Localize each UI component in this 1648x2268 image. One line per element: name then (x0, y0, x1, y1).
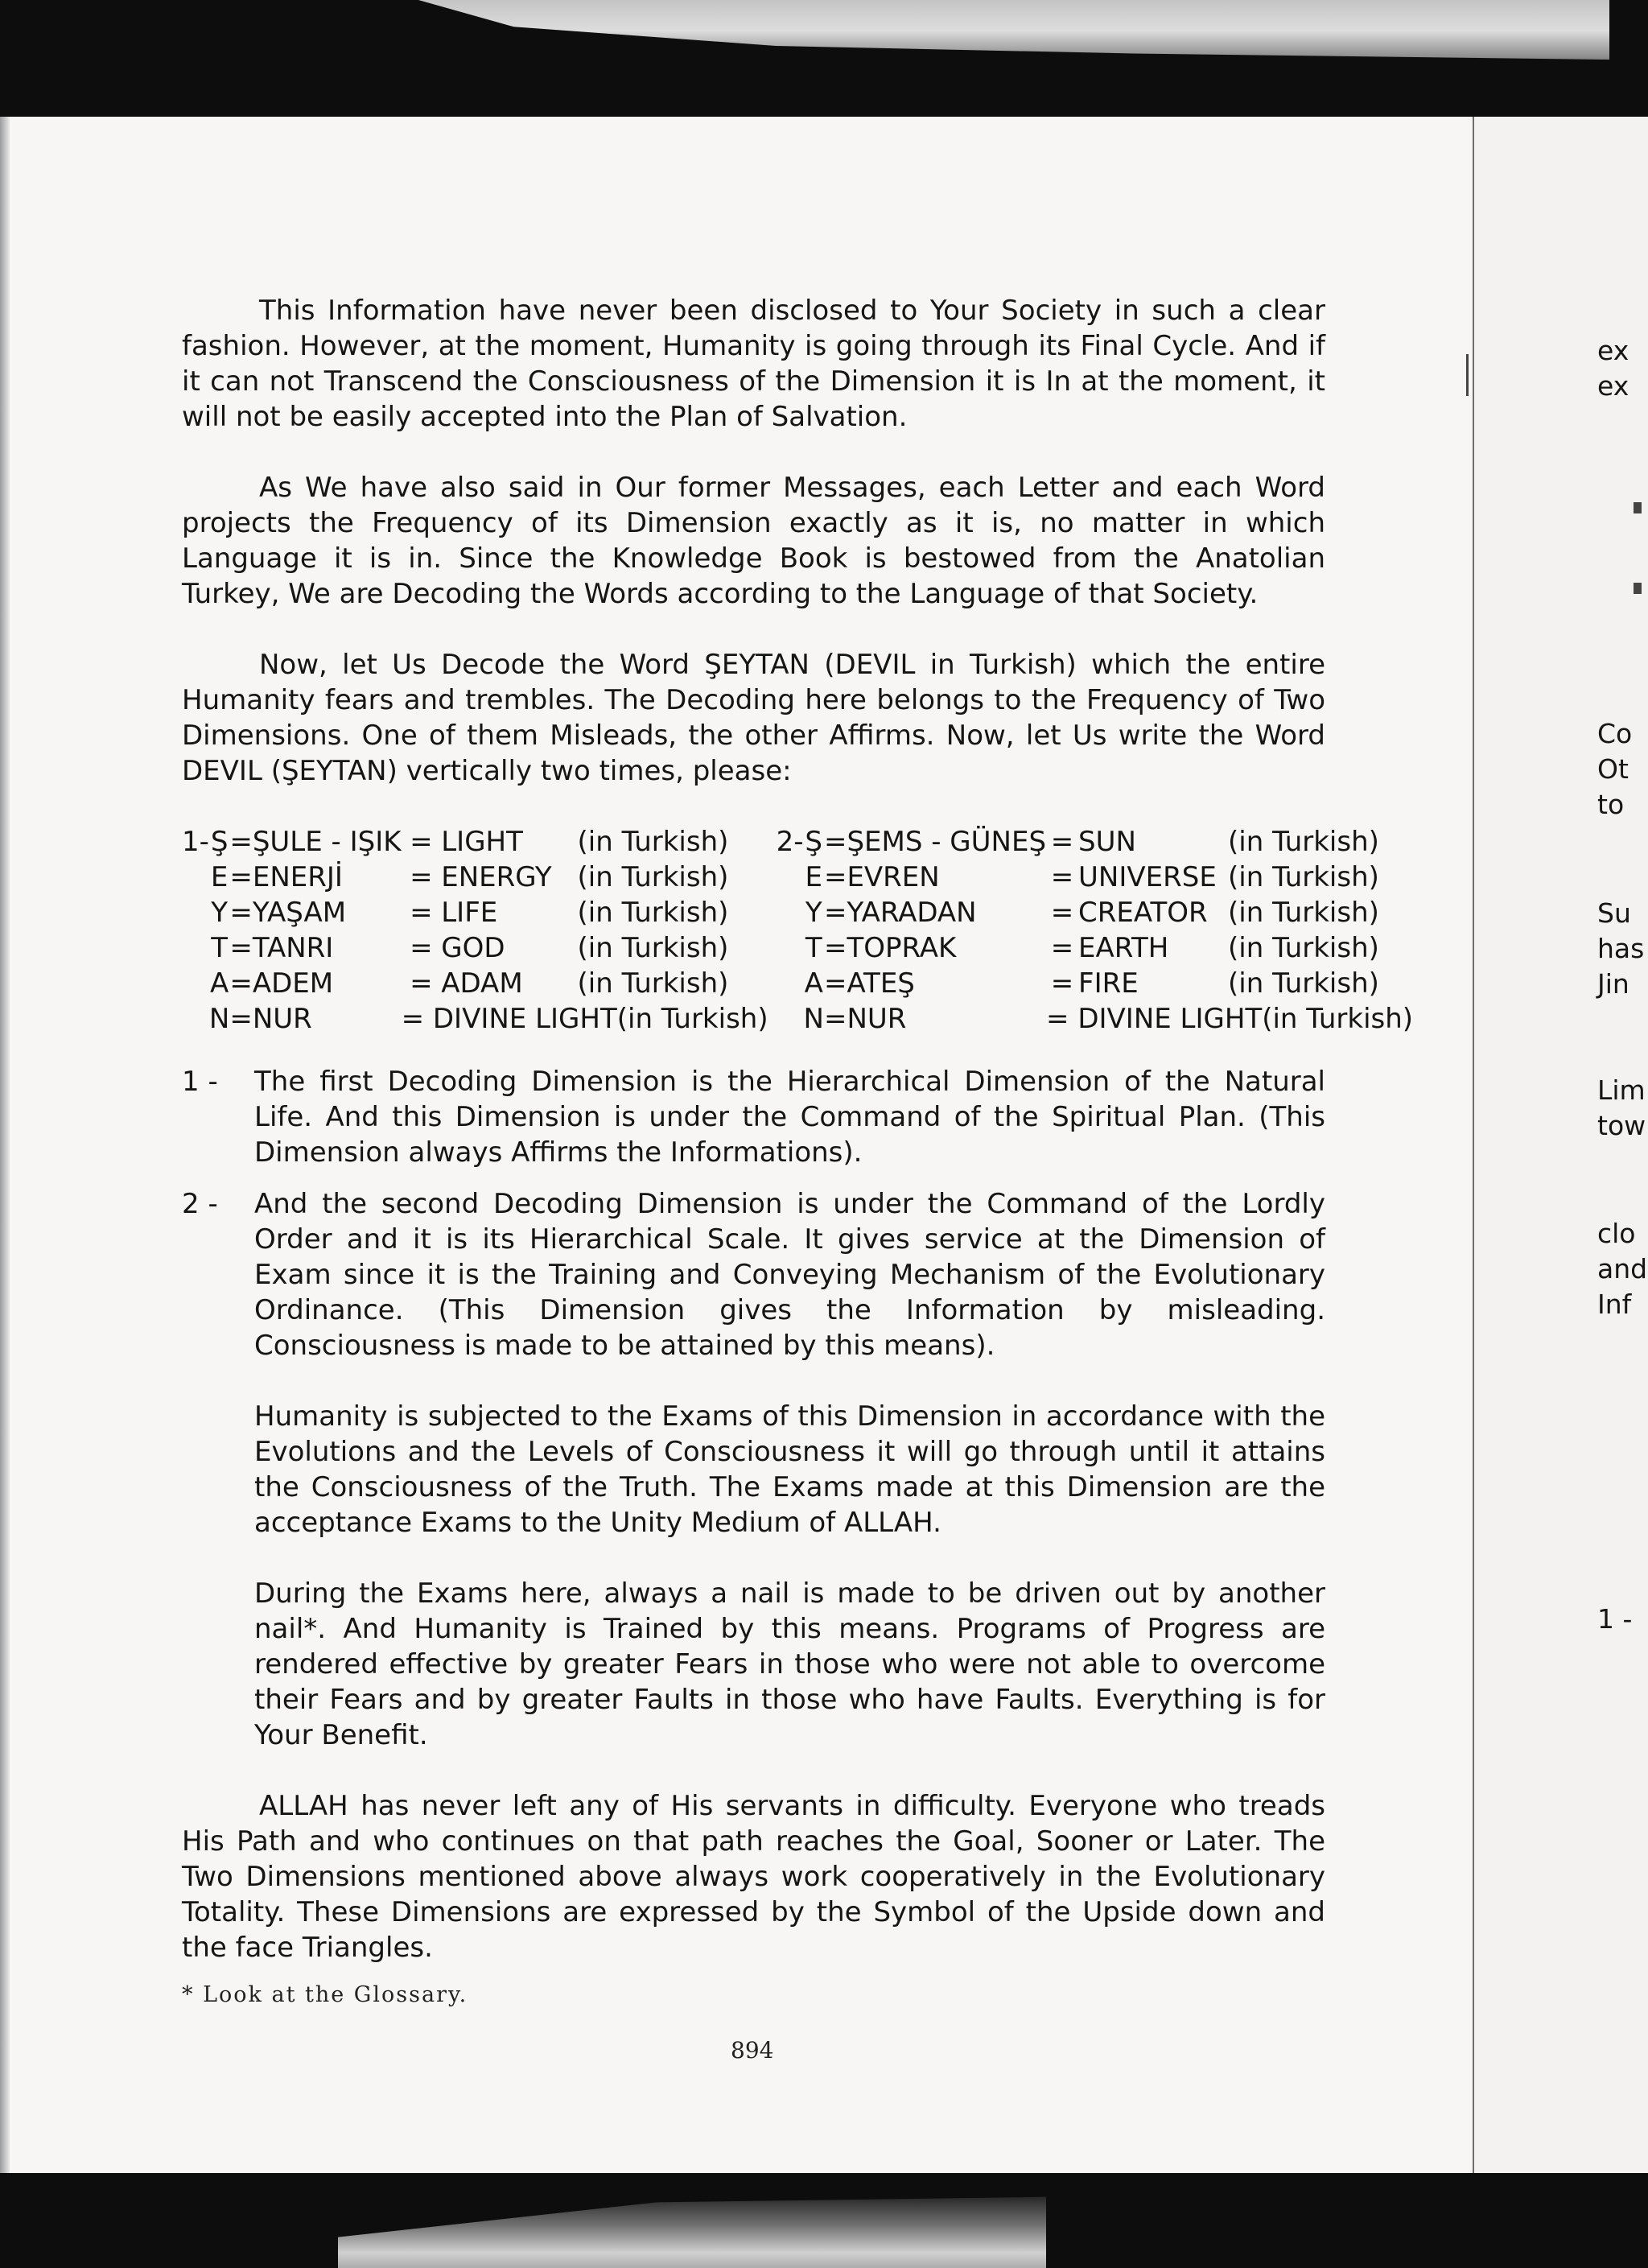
facing-page-fragment: Su (1597, 897, 1631, 929)
numbered-item-2 (182, 1186, 1325, 1363)
turkish-word: YAŞAM (252, 897, 347, 929)
decoding-row (182, 966, 1413, 1001)
equals-sign: = (823, 897, 847, 929)
facing-page-fragment: ex (1597, 370, 1629, 402)
item-number: 2 - (182, 1188, 218, 1220)
facing-page-fragment: Co (1597, 718, 1633, 749)
column-2-number (768, 895, 804, 930)
column-1-number (182, 930, 209, 966)
decoding-row (182, 824, 1413, 860)
facing-page-fragment: and (1597, 1253, 1648, 1285)
paragraph-1: This Information have never been disclosed to Your Society in such a clear fashion. However, at the moment, Humanity is going through its Final Cycle. And if it can not Transcend the Consciousness of the Dimension it is In at the moment, it will not be easily accepted into the Plan of Salvation. (182, 295, 1325, 433)
english-meaning (1046, 1001, 1413, 1037)
equals-sign: = (401, 1003, 433, 1035)
equals-sign: = (410, 826, 433, 858)
language-note: (in Turkish) (577, 932, 729, 964)
language-note: (in Turkish) (577, 967, 729, 1000)
turkish-word: NUR (847, 1003, 907, 1035)
letter: A (209, 967, 229, 1000)
english-meaning: LIGHT (441, 826, 523, 858)
english-meaning: UNIVERSE (1078, 861, 1217, 893)
language-note: (in Turkish) (577, 897, 729, 929)
equals-sign: = (410, 897, 433, 929)
column-1-number (182, 895, 209, 930)
item-number: 1 - (182, 1066, 218, 1098)
english-meaning: FIRE (1078, 967, 1139, 1000)
english-meaning-text: DIVINE LIGHT(in Turkish) (432, 1003, 768, 1035)
equals-sign: = (823, 826, 847, 858)
letter: T (211, 932, 229, 964)
page-number: 894 (731, 2037, 774, 2064)
equals-sign: = (229, 897, 253, 929)
turkish-word: EVREN (847, 861, 940, 893)
facing-page-fragment: tow (1597, 1110, 1646, 1141)
margin-mark (1634, 583, 1642, 594)
turkish-word: YARADAN (847, 897, 977, 929)
equals-sign: = (823, 861, 847, 893)
equals-sign: = (1050, 861, 1074, 893)
indented-paragraph-1: Humanity is subjected to the Exams of this Dimension in accordance with the Evolutions and the Levels of Consciousness it will go through until it attains the Consciousness of the Truth. The Exams made at this Dimension are the acceptance Exams to the Unity Medium of ALLAH. (254, 1400, 1325, 1539)
column-2-number: 2- (776, 826, 804, 858)
letter: Y (211, 897, 229, 929)
letter: Ş (210, 826, 229, 858)
indented-paragraph-2: During the Exams here, always a nail is made to be driven out by another nail*. And Humanity is Trained by this means. Programs of Progress are rendered effective by greater Fears in those who were not able to overcome their Fears and by greater Faults in those who have Faults. Everything is for Your Benefit. (254, 1577, 1325, 1751)
turkish-word: ATEŞ (847, 967, 915, 1000)
facing-page-fragment: 1 - (1597, 1603, 1633, 1635)
equals-sign: = (229, 861, 253, 893)
margin-mark (1634, 502, 1642, 513)
english-meaning: ADAM (441, 967, 523, 1000)
equals-sign: = (410, 861, 433, 893)
column-1-number (182, 860, 209, 895)
letter: T (805, 932, 822, 964)
equals-sign: = (229, 932, 253, 964)
language-note: (in Turkish) (1228, 932, 1379, 964)
english-meaning: GOD (441, 932, 505, 964)
language-note: (in Turkish) (577, 826, 729, 858)
turkish-word: NUR (252, 1003, 312, 1035)
facing-page-fragment: ex (1597, 335, 1629, 366)
facing-page (1474, 117, 1648, 2173)
letter: N (803, 1003, 824, 1035)
turkish-word: ŞEMS - GÜNEŞ (847, 826, 1047, 858)
equals-sign: = (1050, 897, 1074, 929)
decoding-row (182, 895, 1413, 930)
facing-page-fragment: to (1597, 789, 1625, 820)
equals-sign: = (410, 932, 433, 964)
turkish-word: TANRI (252, 932, 334, 964)
equals-sign: = (1046, 1003, 1078, 1035)
letter: N (208, 1003, 230, 1035)
numbered-item-1 (182, 1064, 1325, 1170)
decoding-row (182, 860, 1413, 895)
column-2-number (768, 930, 804, 966)
language-note: (in Turkish) (577, 861, 729, 893)
english-meaning: SUN (1078, 826, 1136, 858)
paragraph-2: As We have also said in Our former Messages, each Letter and each Word projects the Frequency of its Dimension exactly as it is, no matter in which Language it is in. Since the Knowledge Book is bestowed from the Anatolian Turkey, We are Decoding the Words according to the Language of that Society. (182, 472, 1325, 610)
equals-sign: = (823, 932, 847, 964)
column-1-number: 1- (182, 826, 209, 858)
decoding-row (182, 930, 1413, 966)
column-1-number (182, 966, 209, 1001)
decoding-row (182, 1001, 1413, 1037)
equals-sign: = (823, 967, 847, 1000)
item-text: And the second Decoding Dimension is under the Command of the Lordly Order and it is its Hierarchical Scale. It gives service at the Dimension of Exam since it is the Training and Conveying Mechanism of the Evolutionary Ordinance. (This Dimension gives the Information by misleading. Consciousness is made to be attained by this means). (254, 1188, 1325, 1362)
language-note: (in Turkish) (1228, 826, 1379, 858)
turkish-word: ADEM (252, 967, 334, 1000)
english-meaning (402, 1001, 768, 1037)
letter: Ş (805, 826, 823, 858)
turkish-word: ENERJİ (252, 861, 343, 893)
page-fold-line (1473, 117, 1474, 2173)
footnote: * Look at the Glossary. (182, 1982, 468, 2007)
letter: Y (805, 897, 822, 929)
equals-sign: = (1050, 967, 1074, 1000)
facing-page-fragment: Ot (1597, 753, 1629, 785)
facing-page-fragment: Jin (1597, 968, 1629, 1000)
english-meaning-text: DIVINE LIGHT(in Turkish) (1077, 1003, 1414, 1035)
equals-sign: = (410, 967, 433, 1000)
closing-paragraph: ALLAH has never left any of His servants in difficulty. Everyone who treads His Path and who continues on that path reaches the Goal, Sooner or Later. The Two Dimensions mentioned above always work cooperatively in the Evolutionary Totality. These Dimensions are expressed by the Symbol of the Upside down and the face Triangles. (182, 1790, 1325, 1964)
equals-sign: = (229, 826, 253, 858)
letter: E (210, 861, 229, 893)
column-2-number (768, 860, 804, 895)
facing-page-fragment: Inf (1597, 1289, 1632, 1320)
english-meaning: CREATOR (1078, 897, 1208, 929)
english-meaning: LIFE (441, 897, 498, 929)
equals-sign: = (229, 967, 253, 1000)
column-2-number (768, 1001, 804, 1037)
decoding-table (182, 824, 1413, 1037)
column-1-number (182, 1001, 209, 1037)
facing-page-fragment: has (1597, 933, 1645, 964)
letter: E (805, 861, 822, 893)
letter: A (804, 967, 823, 1000)
equals-sign: = (229, 1003, 253, 1035)
scan-left-edge (0, 117, 10, 2173)
facing-page-fragment: Lim (1597, 1074, 1646, 1106)
main-text-column (182, 293, 1414, 2001)
language-note: (in Turkish) (1228, 861, 1379, 893)
language-note: (in Turkish) (1228, 967, 1379, 1000)
language-note: (in Turkish) (1228, 897, 1379, 929)
paragraph-3: Now, let Us Decode the Word ŞEYTAN (DEVIL in Turkish) which the entire Humanity fears and trembles. The Decoding here belongs to the Frequency of Two Dimensions. One of them Misleads, the other Affirms. Now, let Us write the Word DEVIL (ŞEYTAN) vertically two times, please: (182, 649, 1325, 787)
turkish-word: TOPRAK (847, 932, 957, 964)
equals-sign: = (823, 1003, 847, 1035)
english-meaning: ENERGY (441, 861, 552, 893)
english-meaning: EARTH (1078, 932, 1169, 964)
item-text: The first Decoding Dimension is the Hierarchical Dimension of the Natural Life. And this Dimension is under the Command of the Spiritual Plan. (This Dimension always Affirms the Informations). (254, 1066, 1325, 1169)
margin-mark (1466, 354, 1469, 396)
equals-sign: = (1050, 826, 1074, 858)
turkish-word: ŞULE - IŞIK (252, 826, 402, 858)
column-2-number (768, 966, 804, 1001)
facing-page-fragment: clo (1597, 1218, 1636, 1249)
equals-sign: = (1050, 932, 1074, 964)
